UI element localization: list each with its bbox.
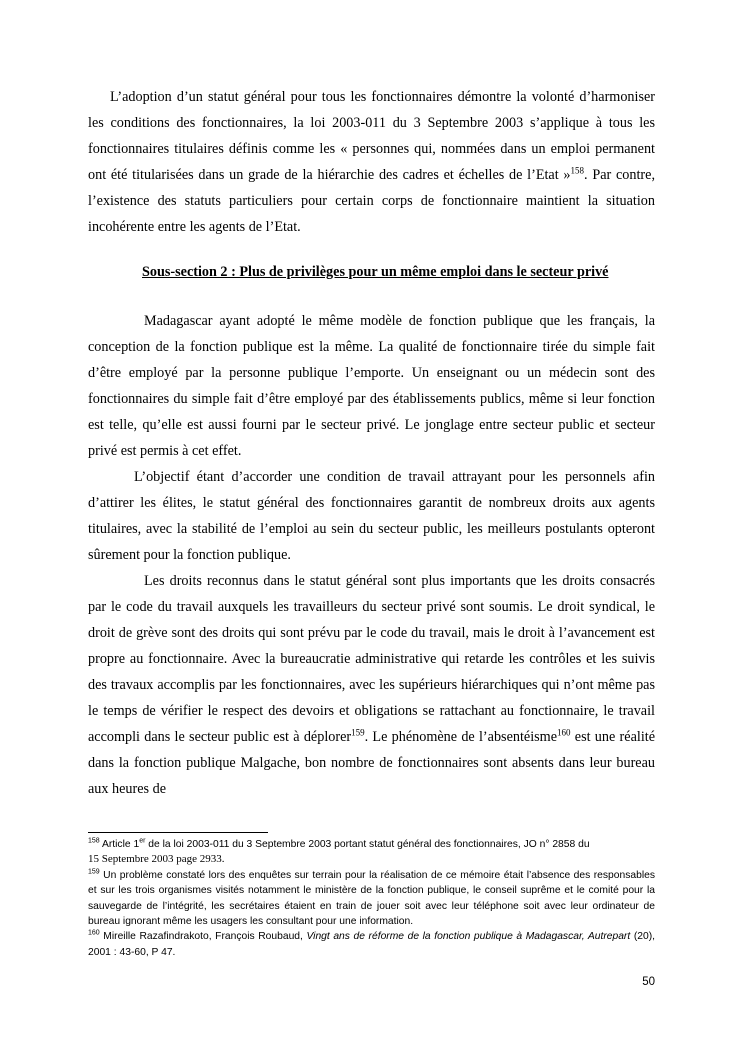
footnote-ref-160[interactable]: 160: [557, 727, 571, 738]
paragraph-4: [88, 568, 655, 802]
paragraph-3: L’objectif étant d’accorder une condition de travail attrayant pour les personnels afin d’attirer les élites, le statut général des fonctionnaires garantit de nombreux droits aux agents titulaires, avec la stabilité de l’emploi au sein du secteur public, les meilleurs postulants opteront sûrement pour la fonction publique.: [88, 469, 655, 563]
footnote-158: [88, 837, 655, 868]
footnote-authors: Mireille Razafindrakoto, François Roubaud,: [99, 931, 307, 943]
footnote-title: Vingt ans de réforme de la fonction publique à Madagascar, Autrepart: [306, 931, 631, 943]
footnote-text: Article 1: [99, 839, 140, 850]
page-number: 50: [642, 976, 655, 988]
page-body: [88, 84, 655, 802]
paragraph-1-text: L’adoption d’un statut général pour tous les fonctionnaires démontre la volonté d’harmoniser les conditions des fonctionnaires, la loi 2003-011 du 3 Septembre 2003 s’applique à tous les fonctionnaires titulaires définis comme les « personnes qui, nommées dans un emploi permanent ont été titularisées dans un grade de la hiérarchie des cadres et échelles de l’Etat »: [88, 89, 655, 183]
footnote-text: (20), 2001 : 43-60, P 47.: [88, 931, 655, 958]
paragraph-4-text: Les droits reconnus dans le statut général sont plus importants que les droits consacrés par le code du travail auxquels les travailleurs du secteur privé sont soumis. Le droit syndical, le droit de grève sont des droits qui sont prévu par le code du travail, mais le droit à l’avancement est propre au fonctionnaire. Avec la bureaucratie administrative qui retarde les contrôles et les suivis des travaux accomplis par les fonctionnaires, avec les supérieurs hiérarchiques qui n’ont même pas le temps de vérifier le respect des devoirs et obligations se rattachant au fonctionnaire, le travail accompli dans le secteur public est à déplorer: [88, 573, 655, 745]
footnote-number: 158: [88, 837, 100, 845]
footnote-text: Un problème constaté lors des enquêtes sur terrain pour la réalisation de ce mémoire était l’absence des responsables et sur les trois organismes visités notamment le ministère de la fonction publique, le conseil suprême et le comité pour la sauvegarde de l’intégrité, les secrétaires étaient en train de jouer soit avec leur téléphone soit avec leur ordinateur de bureau ignorant même les usagers les consultant pour une information.: [88, 869, 655, 928]
footnote-159: [88, 868, 655, 930]
footnote-ref-159[interactable]: 159: [351, 727, 365, 738]
paragraph-1: [88, 84, 655, 240]
paragraph-2: Madagascar ayant adopté le même modèle de fonction publique que les français, la conception de la fonction publique est la même. La qualité de fonctionnaire tirée du simple fait d’être employé par la personne publique l’emporte. Un enseignant ou un médecin sont des fonctionnaires du simple fait d’être employé par des établissements publics, même si leur fonction est telle, qu’elle est aussi fourni par le secteur privé. Le jonglage entre secteur public et secteur privé est permis à cet effet.: [88, 313, 655, 459]
footnote-number: 160: [88, 930, 100, 938]
paragraph-4-text-middle: . Le phénomène de l’absentéisme: [364, 729, 557, 745]
paragraph-1-text-end: . Par contre, l’existence des statuts particuliers pour certain corps de fonctionnaire maintient la situation incohérente entre les agents de l’Etat.: [88, 167, 655, 235]
footnote-separator: [88, 832, 268, 833]
footnote-number: 159: [88, 868, 100, 876]
subsection-title: Sous-section 2 : Plus de privilèges pour un même emploi dans le secteur privé: [142, 264, 609, 280]
footnotes: [88, 832, 655, 960]
footnote-superscript: er: [139, 837, 146, 845]
footnote-text: de la loi 2003-011 du 3 Septembre 2003 portant statut général des fonctionnaires, JO n° 2858 du: [145, 839, 590, 850]
paragraph-4-text-end: est une réalité dans la fonction publique Malgache, bon nombre de fonctionnaires sont absents dans leur bureau aux heures de: [88, 729, 655, 797]
footnote-text: 15 Septembre 2003 page 2933.: [88, 853, 225, 866]
footnote-160: [88, 929, 655, 960]
footnote-ref-158[interactable]: 158: [570, 165, 585, 176]
